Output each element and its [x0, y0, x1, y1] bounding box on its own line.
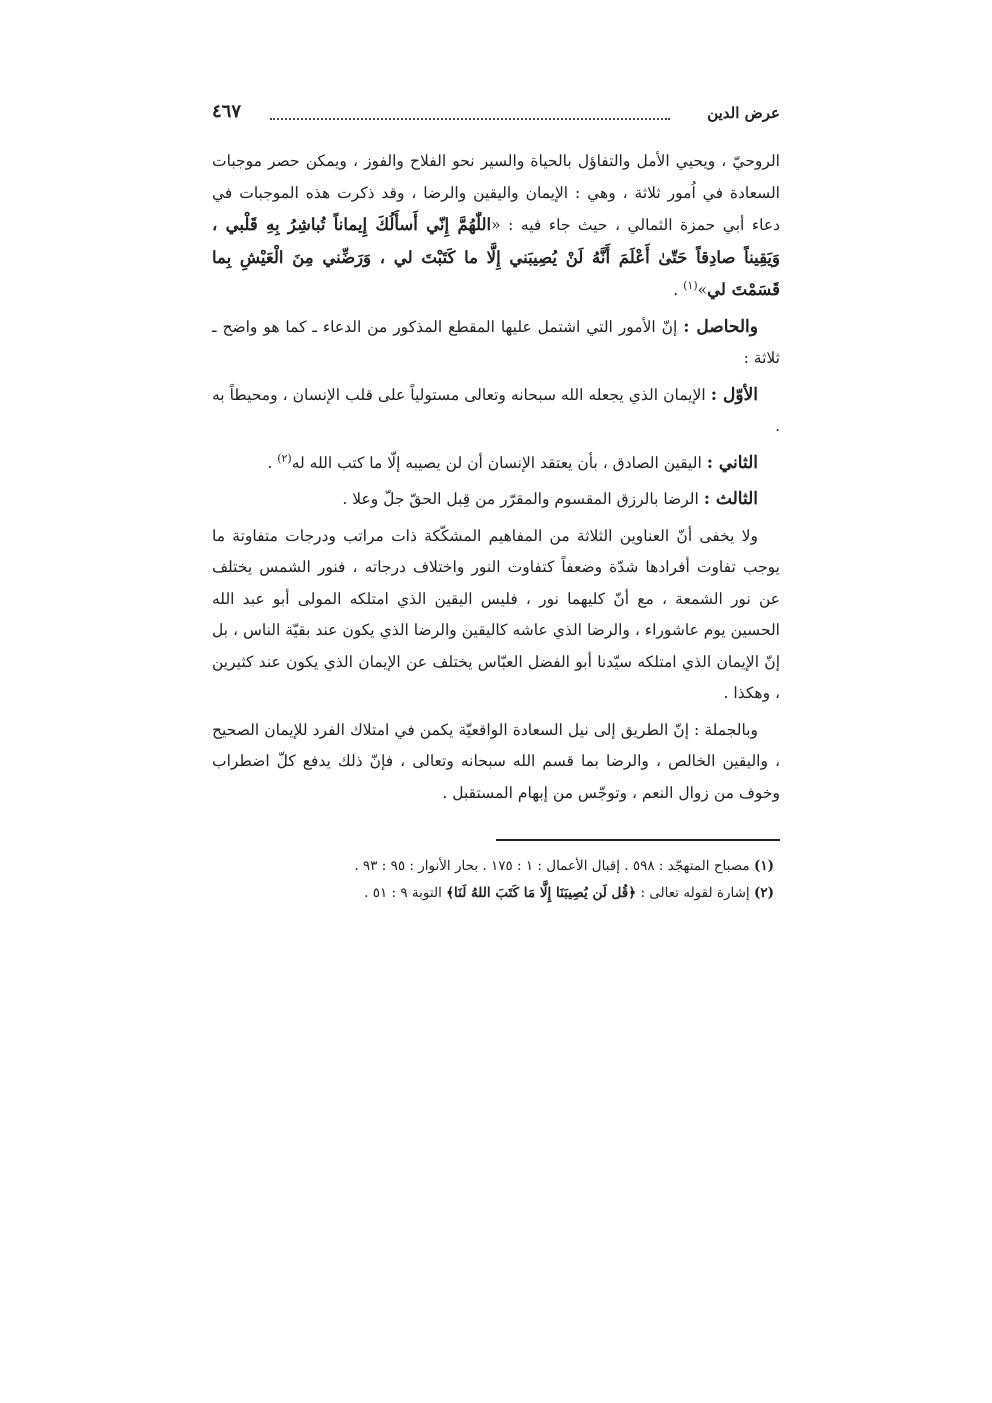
paragraph-5: [212, 484, 780, 516]
footnote-ref-2[interactable]: (٢): [277, 451, 292, 465]
footnote-number: (٢): [753, 885, 774, 901]
paragraph-6: [212, 521, 780, 710]
footnote-ref-1[interactable]: (١): [683, 278, 698, 292]
footnotes: [212, 853, 780, 907]
paragraph-end: .: [673, 281, 684, 299]
lead-heading: والحاصل :: [683, 316, 758, 337]
footnote-source: التوبة ٩ : ٥١ .: [364, 885, 447, 901]
lead-heading: الأوّل :: [710, 384, 758, 405]
footnote-text: إشارة لقوله تعالى :: [636, 885, 754, 901]
paragraph-text: الروحيّ ، ويحيي الأمل والتفاؤل بالحياة والسير نحو الفلاح والفوز ، ويمكن حصر موجبات السعادة في اُمور ثلاثة ، وهي : الإيمان واليقين والرضا ، وقد ذكرت هذه الموجبات في دعاء أبي حمزة الثمالي ، حيث جاء فيه : «: [212, 152, 781, 234]
paragraph-1: [212, 146, 780, 307]
footnote-2: [212, 880, 780, 907]
paragraph-text: إنّ الأمور التي اشتمل عليها المقطع المذكور من الدعاء ـ كما هو واضح ـ ثلاثة :: [212, 317, 780, 367]
quote-close: »: [697, 281, 708, 299]
body-text: [212, 146, 780, 809]
paragraph-4: [212, 448, 780, 480]
paragraph-text: اليقين الصادق ، بأن يعتقد الإنسان أن لن يصيبه إلّا ما كتب الله له: [291, 453, 707, 472]
paragraph-3: [212, 380, 780, 443]
footnote-text: مصباح المتهجّد : ٥٩٨ . إقبال الأعمال : ١ : ١٧٥ . بحار الأنوار : ٩٥ : ٩٣ .: [354, 858, 754, 874]
lead-heading: الثاني :: [706, 452, 758, 473]
paragraph-text: الرضا بالرزق المقسوم والمقرّر من قِبل الحقّ جلّ وعلا .: [342, 490, 704, 508]
lead-heading: الثالث :: [703, 489, 758, 509]
footnote-number: (١): [753, 858, 774, 874]
paragraph-7: [212, 715, 780, 810]
paragraph-end: .: [267, 453, 278, 472]
footnote-1: [212, 853, 780, 880]
document-page: [212, 96, 780, 907]
paragraph-text: ولا يخفى أنّ العناوين الثلاثة من المفاهيم المشكّكة ذات مراتب ودرجات متفاوتة ما يوجب تفاوت أفرادها شدّة وضعفاً كتفاوت النور واختلاف درجاته ، فنور الشمس يختلف عن نور الشمعة ، مع أنّ كليهما نور ، فليس اليقين الذي امتلكه المولى أبو عبد الله الحسين يوم عاشوراء ، والرضا الذي عاشه كاليقين والرضا الذي يكون عند بقيّة الناس ، بل إنّ الإيمان الذي امتلكه سيّدنا أبو الفضل العبّاس يختلف عن الإيمان الذي يكون عند كثيرين ، وهكذا .: [212, 526, 780, 702]
paragraph-2: [212, 312, 780, 375]
footnote-separator: [496, 839, 780, 841]
header-title: عرض الدين: [707, 104, 780, 122]
quran-verse: ﴿قُل لَن يُصِيبَنَا إِلَّا مَا كَتَبَ اللهُ لَنَا﴾: [446, 885, 637, 901]
paragraph-text: الإيمان الذي يجعله الله سبحانه وتعالى مستولياً على قلب الإنسان ، ومحيطاً به .: [212, 385, 780, 435]
running-header: [212, 96, 780, 132]
prayer-quote: اللّٰهُمَّ إِنّي أَسأَلُكَ إِيماناً تُباشِرُ بِهِ قَلْبي ، وَيَقِيناً صادِقاً حَتّىٰ أَعْلَمَ أَنَّهُ لَنْ يُصِيبَني إِلَّا ما كَتَبْتَ لي ، وَرَضِّني مِنَ الْعَيْشِ بِما قَسَمْتَ لي: [212, 215, 780, 299]
paragraph-text: وبالجملة : إنّ الطريق إلى نيل السعادة الواقعيّة يكمن في امتلاك الفرد للإيمان الصحيح ، واليقين الخالص ، والرضا بما قسم الله سبحانه وتعالى ، فإنّ ذلك يدفع كلّ اضطراب وخوف من زوال النعم ، وتوجّس من إبهام المستقبل .: [212, 720, 780, 802]
page-number: ٤٦٧: [212, 101, 242, 122]
header-dot-leader: [270, 118, 670, 120]
